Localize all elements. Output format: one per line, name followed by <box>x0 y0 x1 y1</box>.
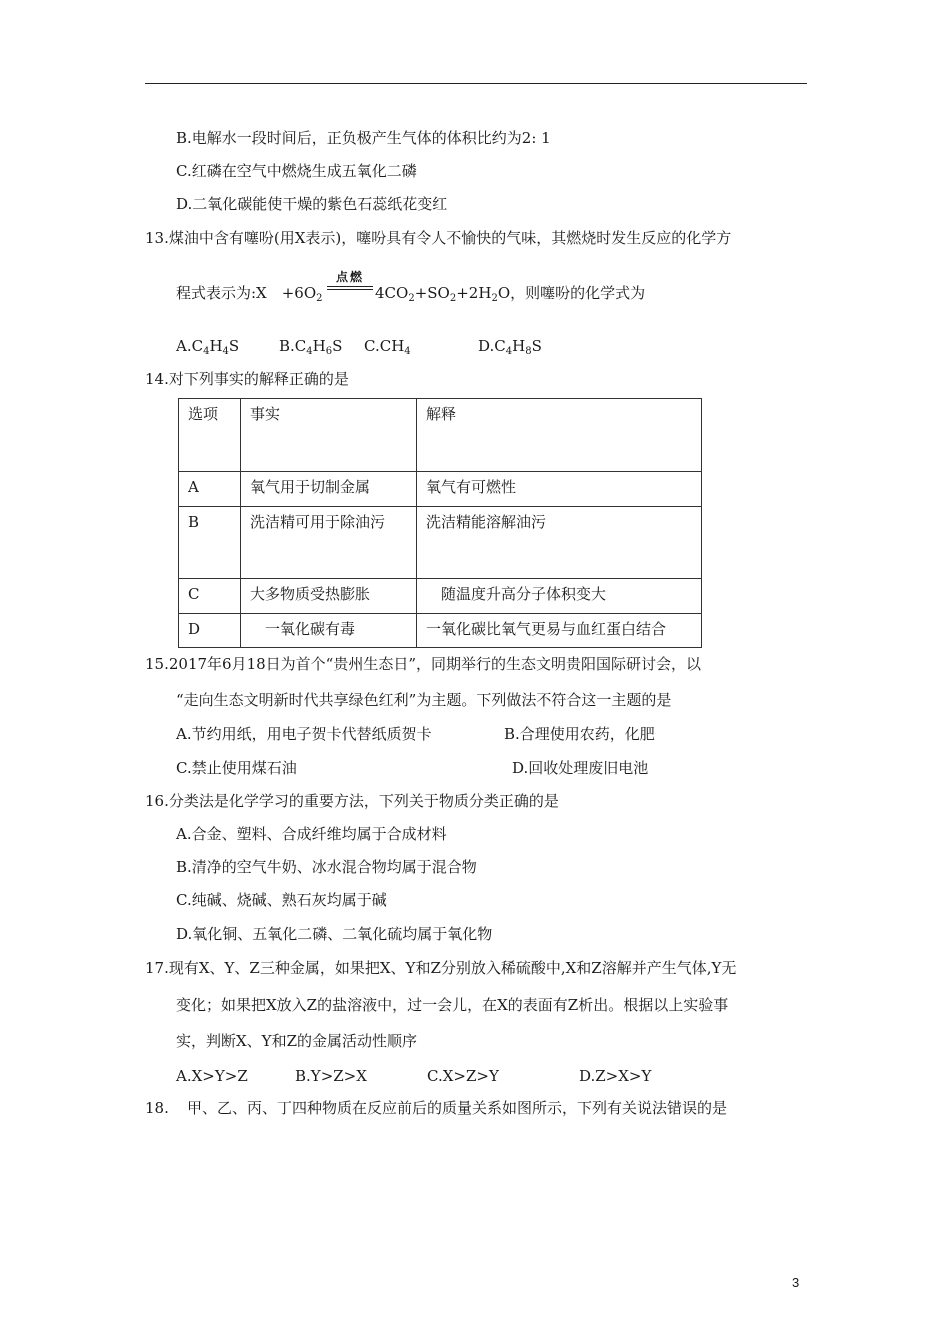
q17-option-d: D.Z>X>Y <box>579 1067 652 1085</box>
table-cell: A <box>179 472 241 507</box>
q13-stem: 13.煤油中含有噻吩(用X表示)，噻吩具有令人不愉快的气味，其燃烧时发生反应的化学方 <box>145 229 732 247</box>
q16-option-c: C.纯碱、烧碱、熟石灰均属于碱 <box>176 891 387 909</box>
q12-option-c: C.红磷在空气中燃烧生成五氧化二磷 <box>176 162 417 180</box>
q13-option-d: $D.C_4H_8S$ <box>478 337 542 357</box>
table-header-row <box>179 399 702 472</box>
q15-stem-line2: “走向生态文明新时代共享绿色红利”为主题。下列做法不符合这一主题的是 <box>176 691 672 709</box>
page-number: 3 <box>792 1275 800 1290</box>
table-header-cell: 选项 <box>179 399 241 472</box>
q12-option-d: D.二氧化碳能使干燥的紫色石蕊纸花变红 <box>176 195 448 213</box>
table-cell: 洗洁精能溶解油污 <box>417 507 702 579</box>
q17-stem-line3: 实，判断X、Y和Z的金属活动性顺序 <box>176 1032 418 1050</box>
q17-option-c: C.X>Z>Y <box>427 1067 499 1085</box>
table-row <box>179 614 702 648</box>
q14-table <box>178 398 702 648</box>
q15-option-b: B.合理使用农药，化肥 <box>504 725 655 743</box>
q13-equation-right: $4CO_2+SO_2+2H_2O$，则噻吩的化学式为 <box>375 284 646 304</box>
q14-stem: 14.对下列事实的解释正确的是 <box>145 370 349 388</box>
table-cell: 一氧化碳比氧气更易与血红蛋白结合 <box>417 614 702 648</box>
table-cell: 洗洁精可用于除油污 <box>241 507 417 579</box>
q15-stem-line1: 15.2017年6月18日为首个“贵州生态日”，同期举行的生态文明贵阳国际研讨会，以 <box>145 655 701 673</box>
q17-option-a: A.X>Y>Z <box>176 1067 248 1085</box>
q13-option-c: $C.CH_4$ <box>364 337 411 357</box>
q17-stem-line2: 变化；如果把X放入Z的盐溶液中，过一会儿，在X的表面有Z析出。根据以上实验事 <box>176 996 729 1014</box>
table-row <box>179 507 702 579</box>
table-header-cell: 事实 <box>241 399 417 472</box>
q17-option-b: B.Y>Z>X <box>295 1067 367 1085</box>
table-cell: 大多物质受热膨胀 <box>241 579 417 614</box>
table-row <box>179 579 702 614</box>
q13-equation-left: 程式表示为:X $+6O_2$ <box>176 284 323 304</box>
q16-option-b: B.清净的空气牛奶、冰水混合物均属于混合物 <box>176 858 477 876</box>
table-cell: 随温度升高分子体积变大 <box>417 579 702 614</box>
q18-number: 18. <box>145 1099 169 1117</box>
table-cell: D <box>179 614 241 648</box>
q13-equals-bar-top <box>327 286 373 287</box>
q16-stem: 16.分类法是化学学习的重要方法，下列关于物质分类正确的是 <box>145 792 559 810</box>
q13-option-b: $B.C_4H_6S$ <box>279 337 343 357</box>
q15-option-a: A.节约用纸，用电子贺卡代替纸质贺卡 <box>176 725 432 743</box>
q16-option-d: D.氧化铜、五氧化二磷、二氧化硫均属于氧化物 <box>176 925 493 943</box>
table-cell: B <box>179 507 241 579</box>
q13-equals-bar-bottom <box>327 289 373 290</box>
q12-option-b: B.电解水一段时间后，正负极产生气体的体积比约为2: 1 <box>176 129 551 147</box>
q18-stem: 甲、乙、丙、丁四种物质在反应前后的质量关系如图所示，下列有关说法错误的是 <box>187 1099 728 1117</box>
table-header-cell: 解释 <box>417 399 702 472</box>
table-cell: 氧气有可燃性 <box>417 472 702 507</box>
q17-stem-line1: 17.现有X、Y、Z三种金属，如果把X、Y和Z分别放入稀硫酸中,X和Z溶解并产生气体,Y无 <box>145 959 737 977</box>
header-rule <box>145 83 807 84</box>
q13-reaction-condition: 点燃 <box>335 270 364 284</box>
q15-option-d: D.回收处理废旧电池 <box>512 759 649 777</box>
q13-option-a: $A.C_4H_4S$ <box>176 337 240 357</box>
q15-option-c: C.禁止使用煤石油 <box>176 759 297 777</box>
q16-option-a: A.合金、塑料、合成纤维均属于合成材料 <box>176 825 447 843</box>
table-cell: 氧气用于切制金属 <box>241 472 417 507</box>
table-row <box>179 472 702 507</box>
table-cell: 一氧化碳有毒 <box>241 614 417 648</box>
table-cell: C <box>179 579 241 614</box>
